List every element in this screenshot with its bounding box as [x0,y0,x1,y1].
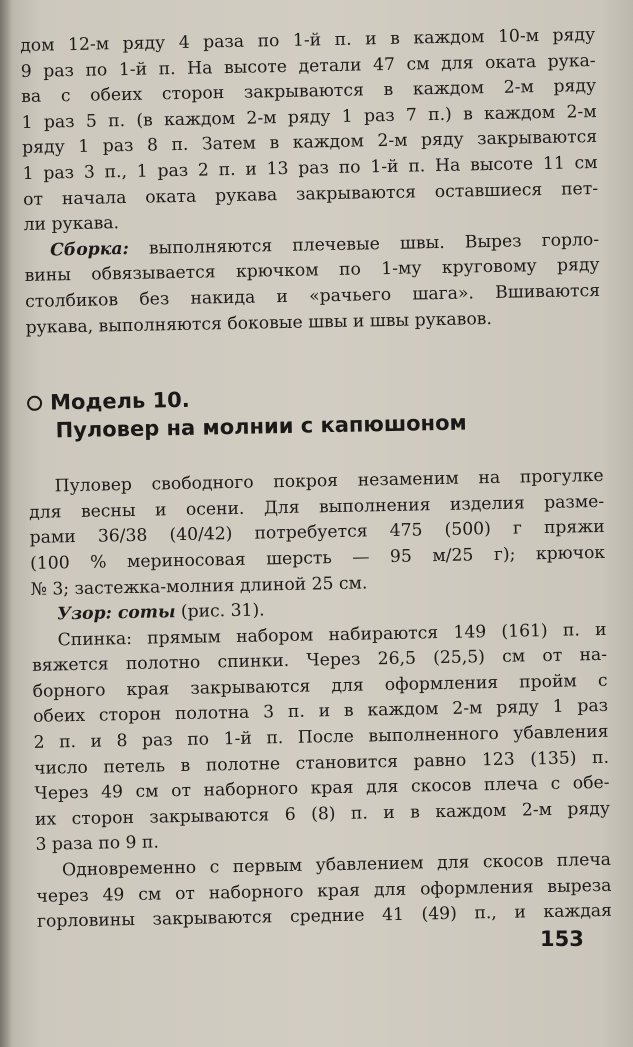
pattern-label: Узор: соты [56,602,176,625]
text-line: вины обвязывается крючком по 1-му круговому ряду [24,255,600,287]
text-line: Спинка: прямым набором набираются 149 (161) п. и [57,619,607,651]
text-line: № 3; застежка-молния длиной 25 см. [30,572,368,600]
assembly-text: выполняются плечевые швы. Вырез горло- [128,229,600,259]
assembly-label: Сборка: [49,238,130,261]
page-content [20,23,612,936]
text-line: (100 % мериносовая шерсть — 95 м/25 г); крючок [29,542,606,574]
text-line: ва с обеих сторон закрываются в каждом 2-м ряду [21,76,597,108]
model-heading [27,378,603,445]
text-line: для весны и осени. Для выполнения изделия разме- [28,491,605,523]
text-line: горловины закрываются средние 41 (49) п., и каждая [36,901,613,933]
text-line: Через 49 см от наборного края для скосов плеча с обе- [34,773,610,805]
text-line: 2 п. и 8 раз по 1-й п. После выполненного убавления [33,721,609,753]
text-line: ряду 1 раз 8 п. Затем в каждом 2-м ряду закрываются [22,127,598,159]
text-line: рами 36/38 (40/42) потребуется 475 (500) г пряжи [29,517,605,549]
model-title: Пуловер на молнии с капюшоном [55,410,467,443]
text-line: их сторон закрываются 6 (8) п. и в каждом 2-м ряду [34,798,611,830]
text-line: столбиков без накида и «рачьего шага». Вшиваются [24,280,601,312]
text-line: борного края закрываются для оформления пройм с [32,670,608,702]
sleeve-paragraph [20,23,599,239]
text-line: 9 раз по 1-й п. На высоте детали 47 см для оката рука- [20,50,596,82]
text-line: число петель в полотне становится равно 123 (135) п. [33,747,610,779]
text-line: 1 раз 3 п., 1 раз 2 п. и 13 раз по 1-й п. На высоте 11 см [22,152,598,184]
page-number: 153 [540,927,584,951]
intro-paragraph [28,464,605,603]
assembly-paragraph [24,228,601,341]
text-line: 1 раз 5 п. (в каждом 2-м ряду 1 раз 7 п.) в каждом 2-м [21,101,597,133]
text-line: рукава, выполняются боковые швы и швы рукавов. [25,308,493,338]
text-line: дом 12-м ряду 4 раза по 1-й п. и в каждом 10-м ряду [20,24,596,56]
back-paragraph [31,618,610,859]
text-line: ли рукава. [23,213,120,236]
text-line: Одновременно с первым убавлением для скосов плеча [61,849,612,881]
text-line: обеих сторон полотна 3 п. и в каждом 2-м ряду 1 раз [32,696,609,728]
neck-paragraph [36,848,612,936]
text-line: через 49 см от наборного края для оформления выреза [36,875,612,907]
text-line: 3 раза по 9 п. [35,832,160,856]
circle-bullet-icon [27,395,42,410]
spine-shadow [0,0,12,1047]
text-line: от начала оката рукава закрываются оставшиеся пет- [22,178,599,210]
text-line: Пуловер свободного покроя незаменим на прогулке [54,466,604,497]
model-number: Модель 10. [49,387,190,415]
text-line: вяжется полотно спинки. Через 26,5 (25,5) см от на- [31,645,608,677]
pattern-text: (рис. 31). [175,600,265,623]
